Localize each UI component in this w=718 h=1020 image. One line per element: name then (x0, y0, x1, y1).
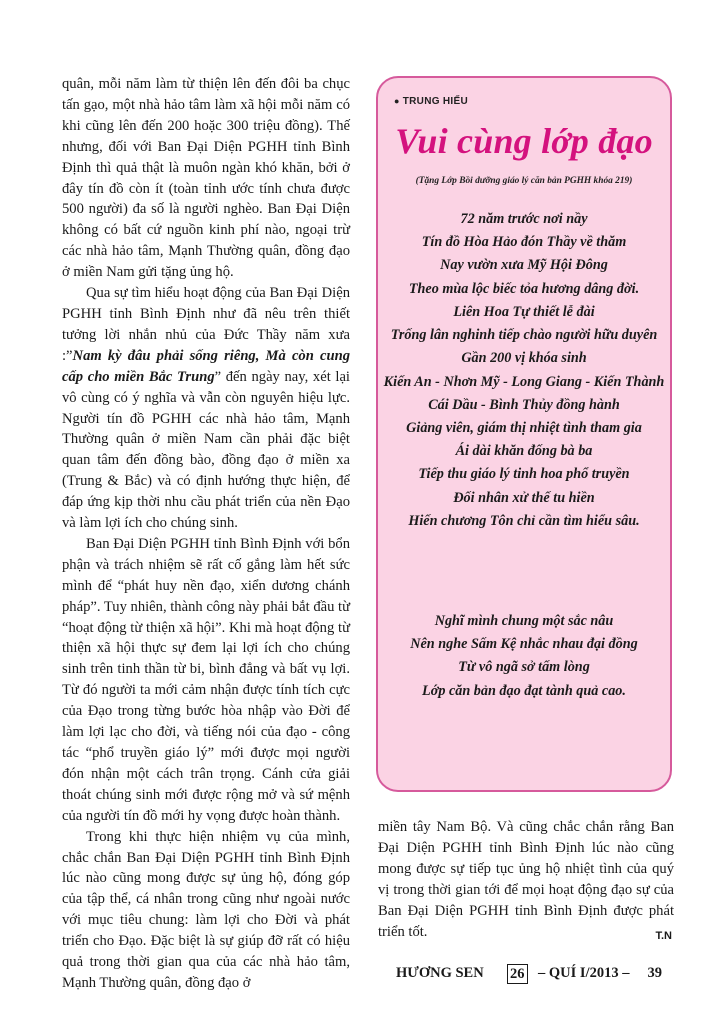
page-number: 39 (647, 965, 662, 981)
poem-line: Hiến chương Tôn chỉ cần tìm hiểu sâu. (408, 512, 640, 529)
poem-line: Nghĩ mình chung một sắc nâu (434, 613, 614, 629)
poem-line: Nay vườn xưa Mỹ Hội Đông (440, 257, 608, 274)
paragraph: Trong khi thực hiện nhiệm vụ của mình, chắc chắn Ban Đại Diện PGHH tỉnh Bình Định lúc nào cũng mong được sự ủng hộ, đóng góp của tập thể, cá nhân trong cũng như ngoài nước với mục tiêu chung: làm lợi cho Đời và phát triển cho Đạo. Đặc biệt là sự giúp đỡ rất có hiệu quả trong thời gian qua của các nhà hảo tâm, Mạnh Thường quân, đồng đạo ở (62, 828, 350, 991)
poem-line: 72 năm trước nơi nầy (460, 211, 588, 227)
poem-line: Kiến An - Nhơn Mỹ - Long Giang - Kiến Thành (383, 373, 665, 390)
magazine-name: HƯƠNG SEN (396, 965, 484, 981)
poem-line: Trống lân nghinh tiếp chào người hữu duyên (390, 327, 658, 344)
poem-title: Vui cùng lớp đạo (395, 121, 653, 161)
poem-stanza (378, 208, 670, 301)
paragraph-text: ” đến ngày nay, xét lại vô cùng có ý nghĩa và vẫn còn nguyên hiệu lực. Người tín đồ PGHH các nhà hảo tâm, Mạnh Thường quân ở miền Nam cần phải đặc biệt quan tâm đến đồng bào, đồng đạo ở miền xa (Trung & Bắc) và có định hướng thực hiện, để đáp ứng kịp thời nhu cầu phát triển của nền Đạo và làm lợi ích cho chúng sinh. (62, 368, 350, 532)
poem-dedication: (Tặng Lớp Bồi dưỡng giáo lý căn bản PGHH khóa 219) (415, 176, 633, 186)
poem-line: Đối nhân xử thế tu hiền (453, 489, 595, 506)
quote-text: Nam kỳ đâu phải sống riêng, Mà còn cung cấp cho miền Bắc Trung (62, 347, 350, 385)
poem-stanza (378, 301, 670, 533)
poem-line: Tín đồ Hòa Hảo đón Thầy về thăm (421, 234, 627, 251)
issue-quarter: – QUÍ I/2013 – (538, 965, 630, 981)
bullet-icon: ● (394, 96, 400, 106)
paragraph: miền tây Nam Bộ. Và cũng chắc chắn rằng Ban Đại Diện PGHH tỉnh Bình Định lúc nào cũng mong được sự tiếp tục ủng hộ nhiệt tình của quý vị trong thời gian tới để mọi hoạt động đạo sự của Ban Đại Diện PGHH tỉnh Bình Định được phát triển tốt. (378, 819, 674, 940)
poem-box (376, 76, 672, 792)
poem-line: Ái dài khăn đống bà ba (455, 443, 593, 460)
paragraph-text: Qua sự tìm hiểu hoạt động của Ban Đại Diện PGHH tỉnh Bình Định như đã nêu trên thiết tưởng lời nhắn nhủ của Đức Thầy năm xưa :” (62, 285, 350, 364)
page-footer (396, 965, 686, 985)
poem-stanza (378, 610, 670, 703)
poem-line: Liên Hoa Tự thiết lễ đài (453, 304, 595, 320)
article-signature: T.N (655, 930, 672, 942)
poem-line: Lớp căn bản đạo đạt tành quả cao. (422, 682, 626, 699)
poem-line: Gần 200 vị khóa sinh (461, 350, 587, 367)
poem-line: Nên nghe Sấm Kệ nhắc nhau đại đồng (410, 636, 638, 653)
poem-author (394, 96, 468, 107)
paragraph (62, 283, 350, 534)
poem-line: Tiếp thu giáo lý tinh hoa phổ truyền (418, 466, 630, 483)
left-column-text (62, 74, 350, 994)
author-name: TRUNG HIẾU (402, 96, 468, 107)
poem-line: Từ vô ngã sở tấm lòng (458, 659, 590, 676)
paragraph: quân, mỗi năm làm từ thiện lên đến đôi ba chục tấn gạo, một nhà hảo tâm làm xã hội mỗi năm có khi cũng lên đến 200 hoặc 300 triệu đồng). Thế nhưng, đối với Ban Đại Diện PGHH tỉnh Bình Định thì quả thật là muôn ngàn khó khăn, bởi ở đây tín đồ còn ít (toàn tỉnh ước tính chưa được 500 người) đa số là người nghèo. Ban Đại Diện không có bất cứ nguồn kinh phí nào, ngoại trừ các nhà hảo tâm, Mạnh Thường quân, đồng đạo ở miền Nam gửi tặng ủng hộ. (62, 76, 350, 281)
poem-line: Cái Dầu - Bình Thủy đồng hành (428, 396, 620, 413)
issue-number: 26 (507, 964, 528, 984)
paragraph: Ban Đại Diện PGHH tỉnh Bình Định với bổn phận và trách nhiệm sẽ rất cố gắng làm hết sức mình để “phát huy nền đạo, xiển dương chánh pháp”. Tuy nhiên, thành công này phải bắt đầu từ “hoạt động từ thiện xã hội”. Khi mà hoạt động từ thiện xã hội thực sự đem lại lợi ích cho chúng sinh trên tinh thần từ bi, bình đẳng và bất vụ lợi. Từ đó người ta mới cảm nhận được tính tích cực của Đạo trong từng bước hòa nhập vào Đời để làm lợi lạc cho đời, và tiếng nói của đạo - công tác “phổ truyền giáo lý” mới được mọi người đón nhận một cách trân trọng. Cánh cửa giải thoát chúng sinh mới được rộng mở và sứ mệnh của người tín đồ mới hy vọng được hoàn thành. (62, 535, 350, 824)
poem-line: Giảng viên, giám thị nhiệt tình tham gia (406, 420, 642, 437)
poem-line: Theo mùa lộc biếc tỏa hương dâng đời. (408, 280, 640, 297)
right-column-text (378, 817, 674, 942)
